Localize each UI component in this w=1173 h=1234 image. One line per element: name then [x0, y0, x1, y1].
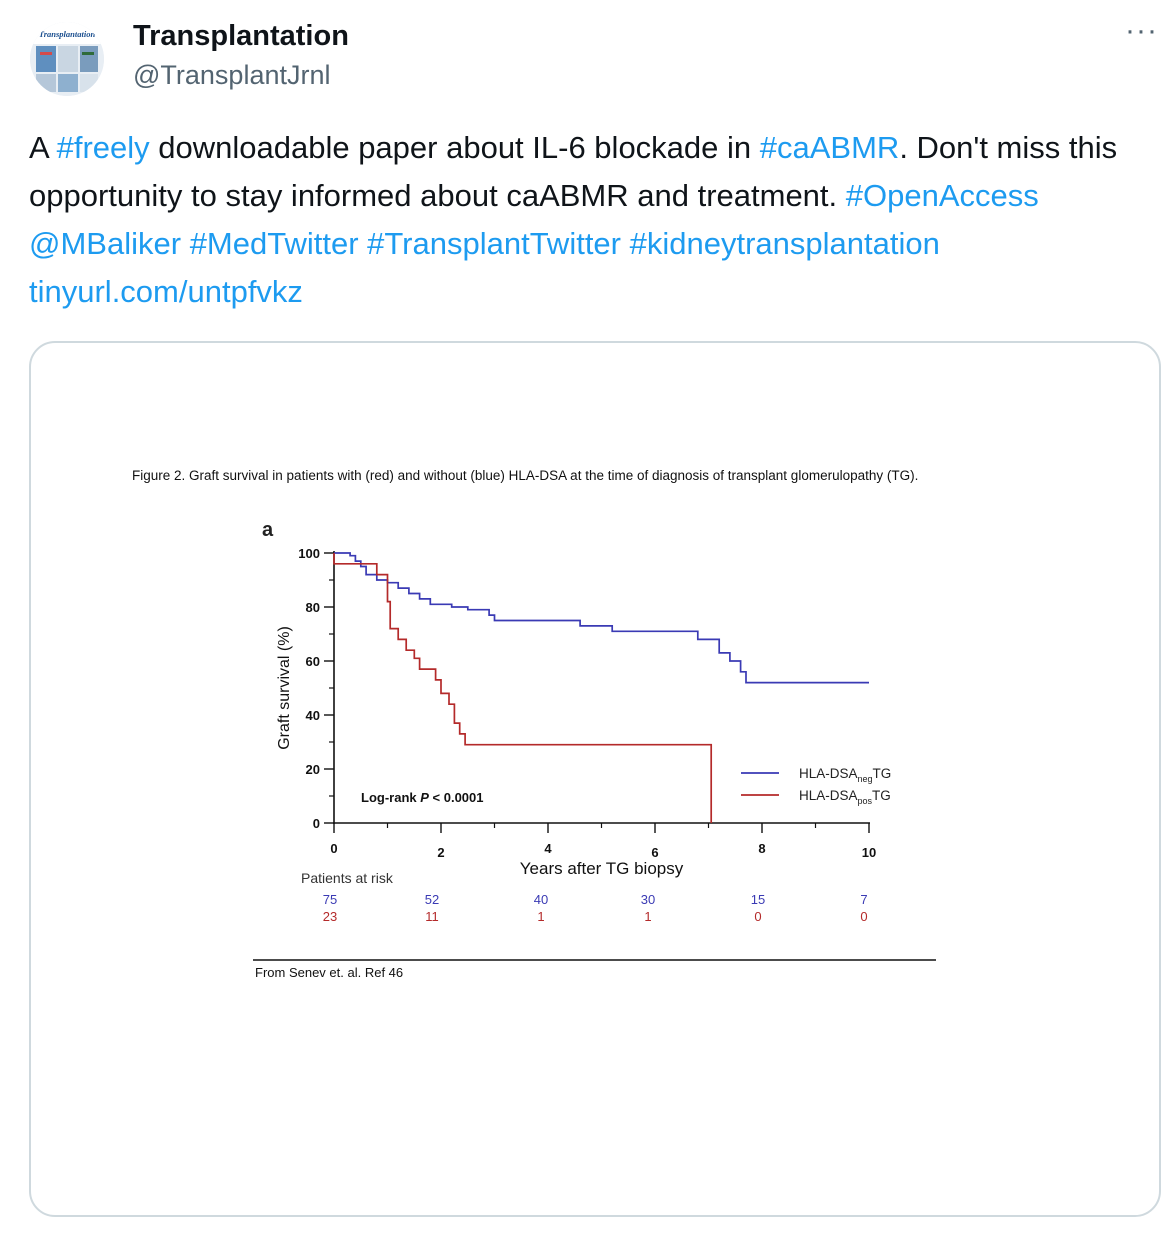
legend-subscript: pos: [857, 796, 873, 806]
account-handle[interactable]: @TransplantJrnl: [133, 60, 331, 90]
tweet-text-segment: A: [29, 130, 57, 165]
y-tick-label: 20: [305, 762, 320, 777]
x-tick-label: 8: [758, 841, 766, 856]
tweet-link[interactable]: @MBaliker: [29, 226, 182, 261]
logrank-prefix: Log-rank: [361, 790, 421, 805]
y-tick-label: 100: [298, 546, 320, 561]
y-tick-label: 40: [305, 708, 320, 723]
legend-entry-neg: [799, 766, 891, 784]
tweet-link[interactable]: #caABMR: [759, 130, 900, 165]
y-tick-label: 0: [312, 816, 320, 831]
figure-source: From Senev et. al. Ref 46: [255, 965, 404, 980]
x-tick-label: 0: [330, 841, 338, 856]
risk-table-title: Patients at risk: [301, 870, 393, 886]
risk-count-neg: 40: [533, 892, 549, 907]
y-tick-label: 80: [305, 600, 320, 615]
panel-label: a: [262, 519, 274, 541]
risk-count-neg: 15: [750, 892, 766, 907]
risk-count-pos: 23: [322, 909, 338, 924]
media-card[interactable]: [29, 341, 1161, 1217]
tweet-text-segment: downloadable paper about IL-6 blockade in: [149, 130, 760, 165]
legend-suffix: TG: [872, 766, 892, 781]
x-axis-label: Years after TG biopsy: [519, 859, 684, 878]
chart-legend: [741, 766, 891, 806]
risk-count-pos: 1: [644, 909, 652, 924]
logrank-annotation: [361, 790, 483, 805]
tweet-link[interactable]: tinyurl.com/untpfvkz: [29, 274, 303, 309]
logrank-p: P: [420, 790, 429, 805]
risk-count-pos: 11: [425, 909, 439, 924]
avatar-logo-text: Transplantation: [38, 29, 96, 39]
chart-curves: [334, 553, 869, 823]
legend-entry-pos: [799, 788, 891, 806]
tweet-text-segment: [359, 226, 368, 261]
legend-main: HLA-DSA: [799, 788, 858, 803]
logrank-suffix: < 0.0001: [428, 790, 484, 805]
y-axis-label: Graft survival (%): [276, 626, 293, 750]
journal-cover-icon: [30, 22, 104, 96]
chart-axes: [276, 546, 876, 878]
x-tick-label: 2: [437, 845, 445, 860]
tweet-link[interactable]: #kidneytransplantation: [629, 226, 940, 261]
tweet-text-segment: . Don't miss this opportunity to stay informed about caABMR and treatment.: [29, 130, 1118, 213]
tweet-link[interactable]: #TransplantTwitter: [367, 226, 621, 261]
risk-count-neg: 7: [860, 892, 868, 907]
figure-caption: Figure 2. Graft survival in patients with (red) and without (blue) HLA-DSA at the time of diagnosis of transplant glomerulopathy (TG).: [132, 468, 919, 483]
risk-count-neg: 30: [640, 892, 656, 907]
tweet-link[interactable]: #OpenAccess: [845, 178, 1039, 213]
x-tick-label: 4: [544, 841, 552, 856]
risk-count-neg: 52: [424, 892, 440, 907]
risk-count-neg: 75: [322, 892, 338, 907]
figure-image: [31, 343, 1159, 1215]
x-tick-label: 6: [651, 845, 659, 860]
risk-count-pos: 0: [754, 909, 762, 924]
tweet-text-segment: [621, 226, 630, 261]
tweet-link[interactable]: #MedTwitter: [189, 226, 359, 261]
tweet-link[interactable]: #freely: [56, 130, 150, 165]
tweet-text-segment: [181, 226, 190, 261]
x-tick-label: 10: [861, 845, 877, 860]
survival-curve-neg: [334, 553, 869, 683]
tweet-text: [29, 124, 1154, 316]
survival-curve-pos: [334, 553, 711, 823]
legend-main: HLA-DSA: [799, 766, 858, 781]
avatar[interactable]: [30, 22, 104, 96]
risk-count-pos: 0: [860, 909, 868, 924]
risk-count-pos: 1: [537, 909, 545, 924]
risk-table: [323, 892, 868, 924]
legend-suffix: TG: [872, 788, 891, 803]
legend-subscript: neg: [857, 774, 873, 784]
more-options-icon[interactable]: ···: [1125, 14, 1158, 47]
account-name[interactable]: Transplantation: [133, 20, 349, 52]
y-tick-label: 60: [305, 654, 320, 669]
